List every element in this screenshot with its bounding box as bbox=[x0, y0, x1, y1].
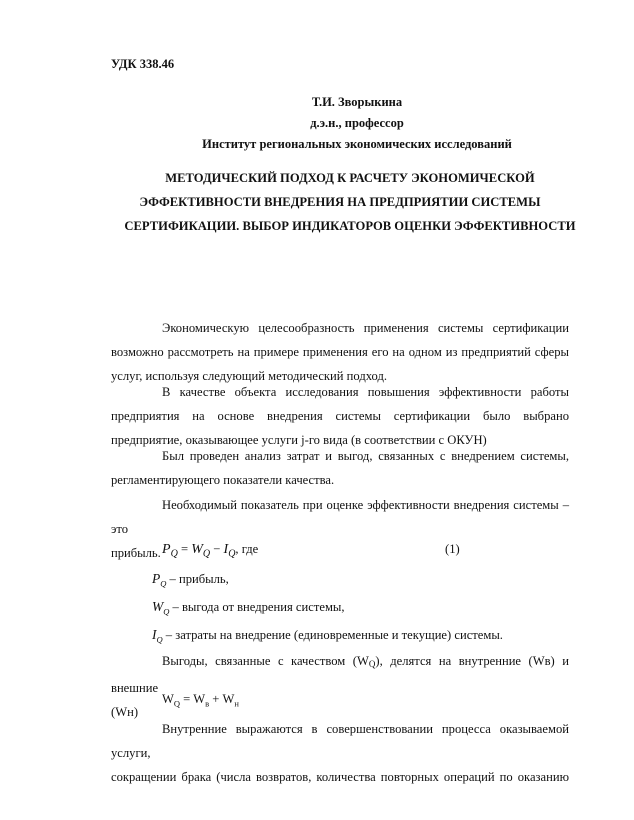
definition-benefit: $W_Q$ – выгода от внедрения системы, bbox=[152, 599, 345, 617]
paragraph-4-rest: прибыль. bbox=[111, 546, 161, 560]
paragraph-3 bbox=[111, 444, 569, 492]
paragraph-2-rest: предприятия на основе внедрения системы сертификации было выбрано предприятие, оказывающее услуги j-го вида (в соответствии с ОКУН) bbox=[111, 409, 569, 447]
formula-benefit-split: $W_Q = W_в + W_н$ bbox=[162, 692, 239, 709]
paragraph-1-line-1: Экономическую целесообразность применения системы сертификации bbox=[162, 321, 569, 335]
paragraph-4-line-1: Необходимый показатель при оценке эффективности внедрения системы – это bbox=[111, 498, 569, 536]
paragraph-3-line-1: Был проведен анализ затрат и выгод, связанных с внедрением системы, bbox=[162, 449, 569, 463]
paragraph-1-rest: возможно рассмотреть на примере применения его на одном из предприятий сферы услуг, используя следующий методический подход. bbox=[111, 345, 569, 383]
paragraph-6 bbox=[111, 717, 569, 789]
paragraph-5 bbox=[111, 649, 569, 724]
paragraph-3-rest: регламентирующего показатели качества. bbox=[111, 473, 335, 487]
paragraph-1 bbox=[111, 316, 569, 388]
equation-number: (1) bbox=[445, 542, 460, 556]
paragraph-5-rest: (Wн) bbox=[111, 705, 139, 719]
author-affiliation: Институт региональных экономических исследований bbox=[202, 137, 512, 151]
definition-profit: $P_Q$ – прибыль, bbox=[152, 571, 229, 589]
formula-profit: $P_Q = W_Q - I_Q$, где bbox=[162, 542, 259, 560]
author-degree: д.э.н., профессор bbox=[310, 116, 404, 130]
paragraph-6-line-1: Внутренние выражаются в совершенствовании процесса оказываемой услуги, bbox=[111, 722, 569, 760]
paragraph-6-line-2: сокращении брака (числа возвратов, количества повторных операций по оказанию bbox=[111, 770, 569, 784]
definition-costs: $I_Q$ – затраты на внедрение (единовременные и текущие) системы. bbox=[152, 627, 503, 645]
title-line-3: СЕРТИФИКАЦИИ. ВЫБОР ИНДИКАТОРОВ ОЦЕНКИ ЭФФЕКТИВНОСТИ bbox=[124, 219, 576, 233]
udk-code: УДК 338.46 bbox=[111, 57, 175, 71]
title-line-1: МЕТОДИЧЕСКИЙ ПОДХОД К РАСЧЕТУ ЭКОНОМИЧЕСКОЙ bbox=[165, 171, 535, 185]
paragraph-2-line-1: В качестве объекта исследования повышения эффективности работы bbox=[162, 385, 569, 399]
author-name: Т.И. Зворыкина bbox=[311, 95, 403, 109]
title-line-2: ЭФФЕКТИВНОСТИ ВНЕДРЕНИЯ НА ПРЕДПРИЯТИИ СИСТЕМЫ bbox=[139, 195, 541, 209]
paragraph-2 bbox=[111, 380, 569, 452]
paragraph-5-line-1: Выгоды, связанные с качеством $(W_Q)$, делятся на внутренние (Wв) и внешние bbox=[111, 654, 570, 695]
